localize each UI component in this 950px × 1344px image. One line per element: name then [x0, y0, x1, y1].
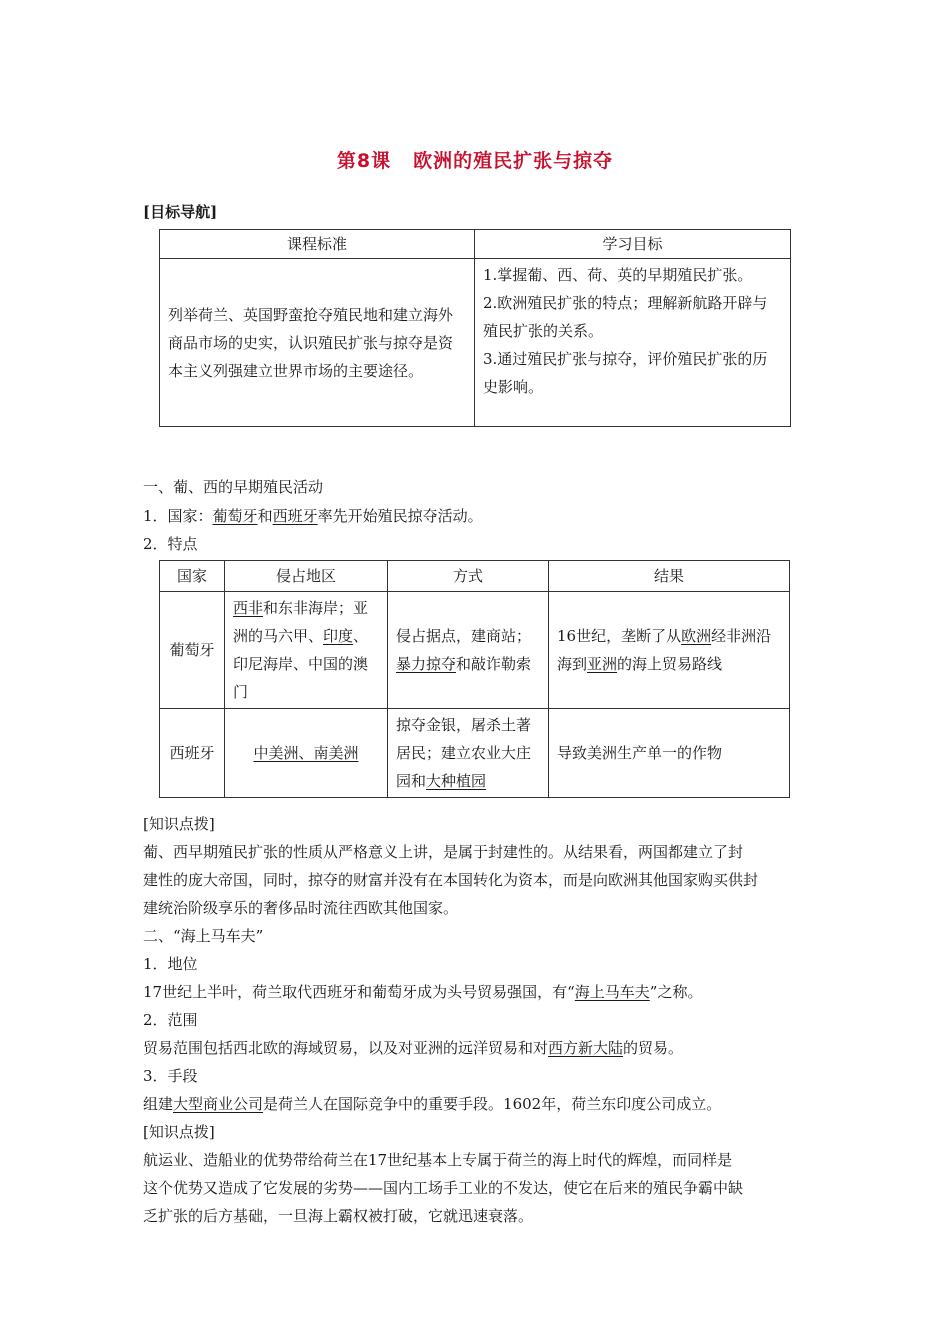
section2-p1-text: 17世纪上半叶，荷兰取代西班牙和葡萄牙成为头号贸易强国，有“海上马车夫”之称。: [143, 983, 703, 1001]
section2-p3-text: 组建大型商业公司是荷兰人在国际竞争中的重要手段。1602年，荷兰东印度公司成立。: [143, 1095, 722, 1113]
feature-header-method: 方式: [388, 561, 549, 592]
section2-heading: 二、“海上马车夫”: [143, 927, 264, 945]
area-cell: 西非和东非海岸；亚洲的马六甲、印度、印尼海岸、中国的澳门: [225, 592, 388, 709]
tip2-heading: [知识点拨]: [143, 1123, 215, 1141]
section1-item2: 2．特点: [143, 535, 198, 553]
goal-item: 3.通过殖民扩张与掠夺，评价殖民扩张的历史影响。: [483, 350, 768, 396]
lesson-topic: 欧洲的殖民扩张与掠夺: [413, 150, 614, 172]
area-cell: 中美洲、南美洲: [225, 709, 388, 798]
table-row: [160, 709, 790, 798]
tip2-line: 航运业、造船业的优势带给荷兰在17世纪基本上专属于荷兰的海上时代的辉煌，而同样是: [143, 1151, 733, 1169]
page-title: [0, 146, 950, 173]
feature-header-country: 国家: [160, 561, 225, 592]
feature-header-area: 侵占地区: [225, 561, 388, 592]
section2-p1-label: 1．地位: [143, 955, 198, 973]
section2-p2-label: 2．范围: [143, 1011, 198, 1029]
goal-item: 2.欧洲殖民扩张的特点；理解新航路开辟与殖民扩张的关系。: [483, 294, 768, 340]
method-cell: 侵占据点，建商站；暴力掠夺和敲诈勒索: [388, 592, 549, 709]
feature-header-result: 结果: [549, 561, 790, 592]
country-cell: 西班牙: [160, 709, 225, 798]
goal-table-header-standard: 课程标准: [160, 230, 475, 259]
tip1-heading: [知识点拨]: [143, 815, 215, 833]
nav-heading: [目标导航]: [143, 203, 218, 221]
country-cell: 葡萄牙: [160, 592, 225, 709]
feature-table: [159, 560, 790, 798]
section2-p3-label: 3．手段: [143, 1067, 198, 1085]
goal-item: 1.掌握葡、西、荷、英的早期殖民扩张。: [483, 266, 753, 284]
section2-p2-text: 贸易范围包括西北欧的海域贸易，以及对亚洲的远洋贸易和对西方新大陆的贸易。: [143, 1039, 684, 1057]
section1-item1: 1．国家：葡萄牙和西班牙率先开始殖民掠夺活动。: [143, 507, 483, 525]
goal-table-standard: 列举荷兰、英国野蛮抢夺殖民地和建立海外商品市场的史实，认识殖民扩张与掠夺是资本主义列强建立世界市场的主要途径。: [160, 259, 475, 427]
tip2-line: 这个优势又造成了它发展的劣势——国内工场手工业的不发达，使它在后来的殖民争霸中缺: [143, 1179, 744, 1197]
goal-table: [159, 229, 791, 427]
tip2-line: 乏扩张的后方基础，一旦海上霸权被打破，它就迅速衰落。: [143, 1207, 534, 1225]
tip1-line: 建性的庞大帝国，同时，掠夺的财富并没有在本国转化为资本，而是向欧洲其他国家购买供封: [143, 871, 759, 889]
section1-heading: 一、葡、西的早期殖民活动: [143, 478, 324, 496]
tip1-line: 葡、西早期殖民扩张的性质从严格意义上讲，是属于封建性的。从结果看，两国都建立了封: [143, 843, 744, 861]
result-cell: 导致美洲生产单一的作物: [549, 709, 790, 798]
table-row: [160, 592, 790, 709]
tip1-line: 建统治阶级享乐的奢侈品时流往西欧其他国家。: [143, 899, 459, 917]
goal-table-header-goals: 学习目标: [475, 230, 791, 259]
method-cell: 掠夺金银，屠杀土著居民；建立农业大庄园和大种植园: [388, 709, 549, 798]
answer-blank: 西班牙: [272, 507, 318, 525]
goal-table-goals: [475, 259, 791, 427]
result-cell: 16世纪，垄断了从欧洲经非洲沿海到亚洲的海上贸易路线: [549, 592, 790, 709]
answer-blank: 葡萄牙: [212, 507, 258, 525]
lesson-number: 第8课: [336, 150, 392, 172]
